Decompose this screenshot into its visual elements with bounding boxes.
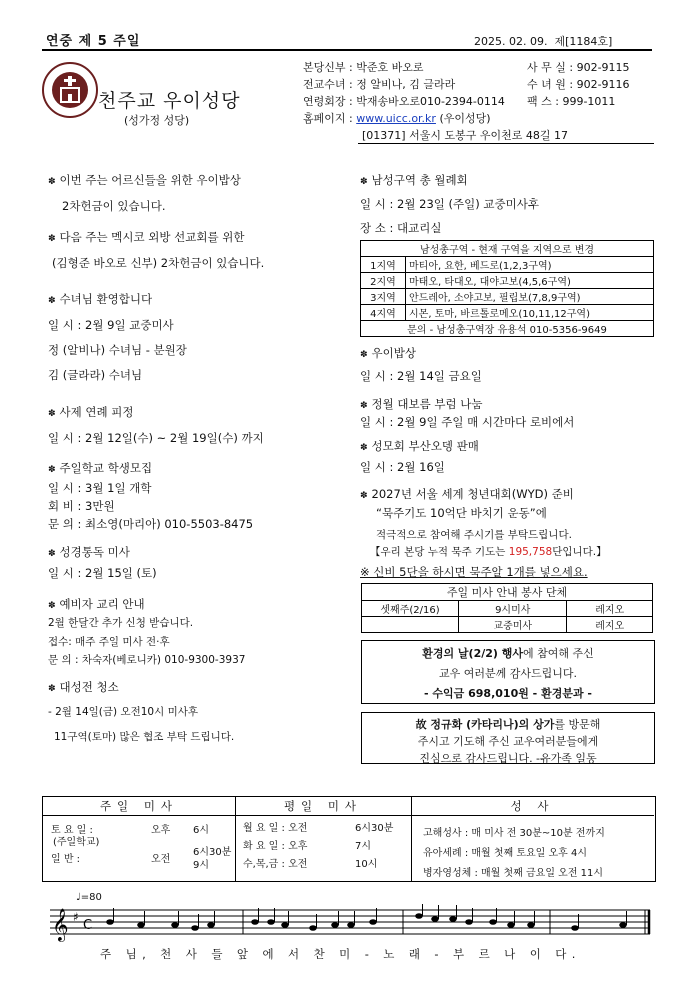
notice-5-line: 문 의 : 최소영(마리아) 010-5503-8475: [48, 517, 254, 531]
environment-day-box: [361, 640, 655, 704]
notice-5-title: ✽ 주일학교 학생모집: [48, 461, 153, 475]
table-header: 남성총구역 - 현재 구역을 지역으로 변경: [361, 241, 654, 257]
table-row: 셋째주(2/16) 9시미사 레지오: [362, 601, 653, 617]
note-head: [527, 922, 535, 928]
notice-8-title: ✽ 대성전 청소: [48, 680, 119, 694]
homepage-link[interactable]: www.uicc.or.kr: [356, 112, 436, 125]
notice-7-line: 문 의 : 차숙자(베로니카) 010-9300-3937: [48, 654, 246, 666]
pastor-info: 본당신부 : 박준호 바오로: [303, 61, 424, 74]
table-contact: 문의 - 남성총구역장 유용석 010-5356-9649: [361, 321, 654, 337]
address: [01371] 서울시 도봉구 우이천로 48길 17: [362, 129, 568, 142]
office-phone: 사 무 실 : 902-9115: [527, 61, 630, 74]
note-head: [207, 922, 215, 928]
sacrament-header: 성 사: [411, 797, 654, 816]
notice-6-line: 일 시 : 2월 15일 (토): [48, 566, 157, 580]
note-head: [309, 925, 317, 931]
church-name: 천주교 우이성당: [98, 90, 241, 112]
homepage-info: 홈페이지 : www.uicc.or.kr (우이성당): [303, 112, 491, 125]
church-subtitle: (성가정 성당): [124, 114, 190, 127]
rosary-count-line: 【우리 본당 누적 묵주 기도는 195,758단입니다.】: [370, 546, 607, 558]
wyd-line: “묵주기도 10억단 바치기 운동”에: [376, 506, 547, 520]
note-head: [191, 925, 199, 931]
notice-5-line: 일 시 : 3월 1일 개학: [48, 481, 152, 495]
notice-7-line: 2월 한달간 추가 신청 받습니다.: [48, 617, 194, 629]
table-row: 3지역 안드레아, 소야고보, 필립보(7,8,9구역): [361, 289, 654, 305]
svg-text:♯: ♯: [73, 910, 79, 924]
weekday-mass-header: 평일 미사: [235, 797, 411, 816]
note-head: [251, 919, 259, 925]
issue-date: 2025. 02. 09. 제[1184호]: [474, 35, 613, 48]
thanks-line-2: 주시고 기도해 주신 교우여러분들에게: [417, 735, 599, 748]
notice-7-line: 접수: 매주 주일 미사 전·후: [48, 636, 170, 648]
notice-4-line: 일 시 : 2월 12일(수) ~ 2월 19일(수) 까지: [48, 431, 264, 445]
table-row: 1지역 마티아, 요한, 베드로(1,2,3구역): [361, 257, 654, 273]
svg-text:C: C: [83, 918, 93, 933]
notice-2-title: ✽ 다음 주는 멕시코 외방 선교회를 위한: [48, 230, 245, 244]
tempo-marking: ♩=80: [76, 892, 102, 903]
env-line-3: - 수익금 698,010원 - 환경분과 -: [424, 687, 592, 700]
mass-schedule: [42, 796, 656, 882]
notice-1-title: ✽ 이번 주는 어르신들을 위한 우이밥상: [48, 173, 241, 187]
odeng-title: ✽ 성모회 부산오뎅 판매: [360, 439, 479, 453]
chairman-info: 연령회장 : 박재송바오로010-2394-0114: [303, 95, 505, 108]
note-head: [431, 916, 439, 922]
note-head: [415, 913, 423, 919]
bureom-line: 일 시 : 2월 9일 주일 매 시간마다 로비에서: [360, 415, 575, 429]
men-meeting-line: 일 시 : 2월 23일 (주일) 교중미사후: [360, 197, 539, 211]
notice-5-line: 회 비 : 3만원: [48, 499, 115, 513]
church-logo: [42, 62, 98, 118]
thanks-line-3: 진심으로 감사드립니다. -유가족 일동: [419, 752, 597, 765]
notice-1-line: 2차헌금이 있습니다.: [62, 199, 166, 213]
header-divider: [42, 49, 652, 51]
env-line-1: 환경의 날(2/2) 행사에 참여해 주신: [422, 647, 594, 660]
music-staff: [45, 904, 655, 942]
convent-phone: 수 녀 원 : 902-9116: [527, 78, 630, 91]
week-title: 연중 제 5 주일: [46, 34, 141, 49]
note-head: [619, 922, 627, 928]
note-head: [171, 922, 179, 928]
note-head: [449, 916, 457, 922]
notice-3-line: 정 (알비나) 수녀님 - 분원장: [48, 343, 187, 357]
table-row: 교중미사 레지오: [362, 617, 653, 633]
rosary-instruction: ※ 신비 5단을 하시면 묵주알 1개를 넣으세요.: [360, 565, 588, 579]
notice-3-line: 일 시 : 2월 9일 교중미사: [48, 318, 174, 332]
uibapsang-title: ✽ 우이밥상: [360, 346, 416, 360]
notice-7-title: ✽ 예비자 교리 안내: [48, 597, 145, 611]
service-group-table: [361, 583, 653, 633]
table-header: 주일 미사 안내 봉사 단체: [362, 584, 653, 601]
note-head: [507, 922, 515, 928]
note-head: [137, 922, 145, 928]
odeng-line: 일 시 : 2월 16일: [360, 460, 445, 474]
sisters-info: 전교수녀 : 정 알비나, 김 글라라: [303, 78, 456, 91]
condolence-box: [361, 712, 655, 764]
note-head: [369, 919, 377, 925]
notice-3-line: 김 (글라라) 수녀님: [48, 368, 143, 382]
sacrament-column: 성 사 고해성사 : 매 미사 전 30분~10분 전까지 유아세례 : 매월 첫째 토요일 오후 4시 병자영성체 : 매월 첫째 금요일 오전 11시: [411, 797, 654, 881]
sunday-mass-column: 주일 미사 토 요 일 : (주일학교) 오후 6시 일 반 : 오전 6시30분 9시: [43, 797, 236, 881]
note-head: [281, 922, 289, 928]
note-head: [267, 919, 275, 925]
men-meeting-line: 장 소 : 대교리실: [360, 221, 442, 235]
hymn-lyrics: 주 님, 천 사 들 앞 에 서 찬 미 - 노 래 - 부 르 나 이 다.: [100, 947, 581, 961]
bureom-title: ✽ 정월 대보름 부럼 나눔: [360, 397, 483, 411]
table-row: 2지역 마태오, 타대오, 대야고보(4,5,6구역): [361, 273, 654, 289]
notice-4-title: ✽ 사제 연례 피정: [48, 405, 134, 419]
note-head: [465, 919, 473, 925]
notice-3-title: ✽ 수녀님 환영합니다: [48, 292, 153, 306]
note-head: [489, 919, 497, 925]
weekday-mass-column: 평일 미사 월 요 일 : 오전 6시30분 화 요 일 : 오후 7시 수,목,금 : 오전 10시: [235, 797, 412, 881]
note-head: [571, 925, 579, 931]
table-row: 4지역 시몬, 토마, 바르톨로메오(10,11,12구역): [361, 305, 654, 321]
wyd-title: ✽ 2027년 서울 세계 청년대회(WYD) 준비: [360, 487, 574, 501]
notice-8-line: - 2월 14일(금) 오전10시 미사후: [48, 706, 199, 718]
note-head: [347, 922, 355, 928]
uibapsang-line: 일 시 : 2월 14일 금요일: [360, 369, 482, 383]
men-meeting-title: ✽ 남성구역 총 월례회: [360, 173, 468, 187]
notice-8-line: 11구역(토마) 많은 협조 부탁 드립니다.: [54, 731, 235, 743]
sunday-mass-header: 주일 미사: [43, 797, 235, 816]
notice-2-line: (김형준 바오로 신부) 2차헌금이 있습니다.: [52, 256, 265, 270]
wyd-line: 적극적으로 참여해 주시기를 부탁드립니다.: [376, 529, 572, 541]
note-head: [106, 919, 114, 925]
fax-number: 팩 스 : 999-1011: [527, 95, 616, 108]
env-line-2: 교우 여러분께 감사드립니다.: [438, 667, 577, 680]
note-head: [331, 922, 339, 928]
men-district-table: [360, 240, 654, 337]
notice-6-title: ✽ 성경통독 미사: [48, 545, 130, 559]
thanks-line-1: 故 정규화 (카타리나)의 상가를 방문해: [415, 718, 601, 731]
svg-text:𝄞: 𝄞: [52, 908, 69, 941]
address-underline: [358, 143, 654, 144]
